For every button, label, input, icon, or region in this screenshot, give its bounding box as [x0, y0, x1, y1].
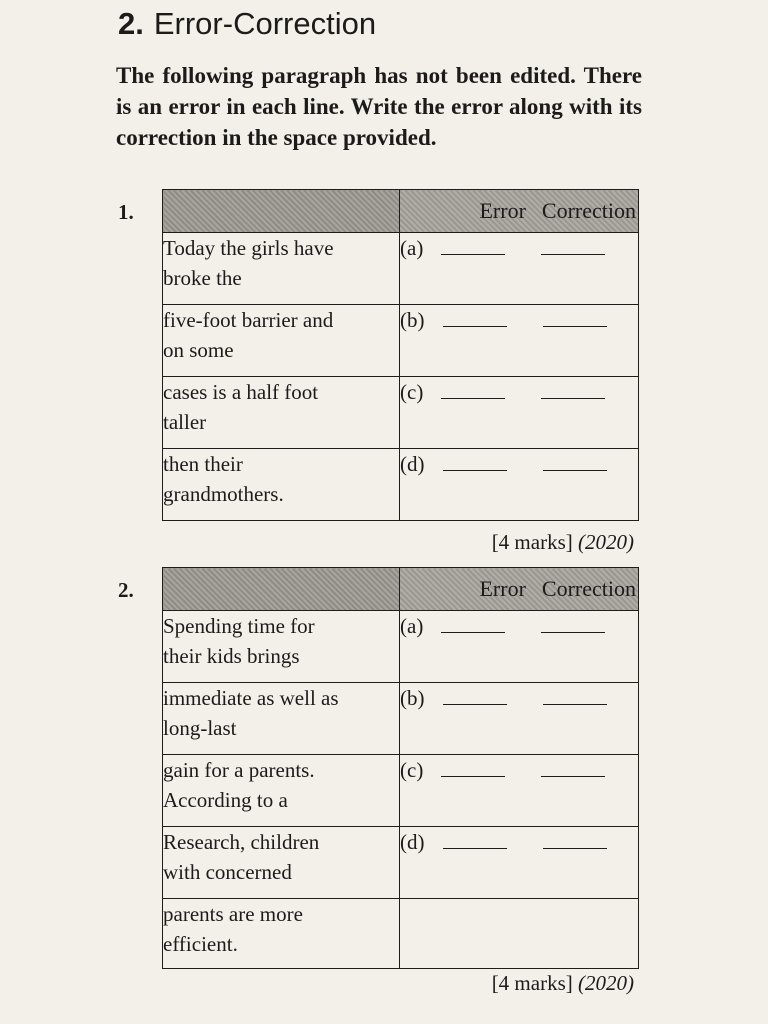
table-row: [163, 233, 639, 305]
section-number: 2.: [118, 6, 144, 41]
table-row: [163, 377, 639, 449]
paragraph-line: [163, 611, 400, 683]
answer-cell[interactable]: [400, 683, 639, 755]
line-text: Today the girls have: [163, 236, 334, 260]
paragraph-line: [163, 377, 400, 449]
question-1-number: 1.: [118, 200, 134, 224]
year-text: (2020): [578, 530, 634, 554]
answer-label: (b): [400, 308, 425, 332]
paragraph-line: [163, 449, 400, 521]
answer-cell[interactable]: [400, 305, 639, 377]
section-title: Error-Correction: [153, 6, 377, 41]
error-column-header: Error: [479, 198, 526, 223]
answer-label: (a): [400, 236, 424, 260]
correction-column-header: Correction: [541, 576, 636, 601]
table-row: [163, 611, 639, 683]
error-blank[interactable]: [443, 312, 507, 327]
answer-cell[interactable]: [400, 233, 639, 305]
correction-blank[interactable]: [543, 312, 607, 327]
correction-blank[interactable]: [543, 456, 607, 471]
question-1-marks: [492, 530, 634, 555]
line-text: efficient.: [163, 932, 238, 956]
correction-blank[interactable]: [541, 384, 605, 399]
answer-label: (a): [400, 614, 424, 638]
line-text: taller: [163, 410, 207, 434]
line-text: immediate as well as: [163, 686, 339, 710]
line-text: According to a: [163, 788, 288, 812]
error-column-header: Error: [479, 576, 526, 601]
table-header-row: [163, 190, 639, 233]
correction-blank[interactable]: [543, 834, 607, 849]
line-text: cases is a half foot: [163, 380, 319, 404]
answer-label: (d): [400, 830, 425, 854]
paragraph-line: [163, 233, 400, 305]
answer-cell[interactable]: [400, 377, 639, 449]
table-row: [163, 683, 639, 755]
error-blank[interactable]: [443, 834, 507, 849]
line-text: grandmothers.: [163, 482, 284, 506]
table-row: [163, 449, 639, 521]
error-blank[interactable]: [441, 240, 505, 255]
line-text: broke the: [163, 266, 242, 290]
table-row: [163, 305, 639, 377]
error-blank[interactable]: [441, 384, 505, 399]
line-text: Research, children: [163, 830, 320, 854]
line-text: five-foot barrier and: [163, 308, 334, 332]
question-2-marks: [492, 971, 634, 996]
correction-blank[interactable]: [541, 618, 605, 633]
paragraph-line: [163, 755, 400, 827]
marks-text: [4 marks]: [491, 971, 573, 995]
line-text: Spending time for: [163, 614, 315, 638]
line-text: their kids brings: [163, 644, 300, 668]
table-row: [163, 899, 639, 969]
answer-cell[interactable]: [400, 611, 639, 683]
answer-label: (c): [400, 380, 424, 404]
question-2-table: [162, 567, 639, 969]
correction-blank[interactable]: [543, 690, 607, 705]
paragraph-line: [163, 827, 400, 899]
header-blank-cell: [163, 568, 400, 611]
answer-label: (d): [400, 452, 425, 476]
line-text: with concerned: [163, 860, 292, 884]
question-1-table: [162, 189, 639, 521]
answer-cell[interactable]: [400, 449, 639, 521]
answer-cell[interactable]: [400, 755, 639, 827]
instructions: The following paragraph has not been edited. There is an error in each line. Write the error along with its correction in the space provided.: [116, 63, 642, 150]
error-blank[interactable]: [443, 690, 507, 705]
correction-column-header: Correction: [541, 198, 636, 223]
header-blank-cell: [163, 190, 400, 233]
correction-blank[interactable]: [541, 240, 605, 255]
section-heading: [118, 6, 376, 42]
marks-text: [4 marks]: [491, 530, 573, 554]
line-text: then their: [163, 452, 243, 476]
question-2-number: 2.: [118, 578, 134, 602]
line-text: gain for a parents.: [163, 758, 315, 782]
header-cell: [400, 568, 639, 611]
answer-cell-empty: [400, 899, 639, 969]
line-text: parents are more: [163, 902, 303, 926]
table-header-row: [163, 568, 639, 611]
year-text: (2020): [578, 971, 634, 995]
paragraph-line: [163, 683, 400, 755]
error-blank[interactable]: [441, 762, 505, 777]
line-text: on some: [163, 338, 234, 362]
header-cell: [400, 190, 639, 233]
table-row: [163, 755, 639, 827]
correction-blank[interactable]: [541, 762, 605, 777]
line-text: long-last: [163, 716, 237, 740]
answer-label: (c): [400, 758, 424, 782]
error-blank[interactable]: [443, 456, 507, 471]
table-row: [163, 827, 639, 899]
answer-cell[interactable]: [400, 827, 639, 899]
error-blank[interactable]: [441, 618, 505, 633]
answer-label: (b): [400, 686, 425, 710]
paragraph-line: [163, 899, 400, 969]
paragraph-line: [163, 305, 400, 377]
